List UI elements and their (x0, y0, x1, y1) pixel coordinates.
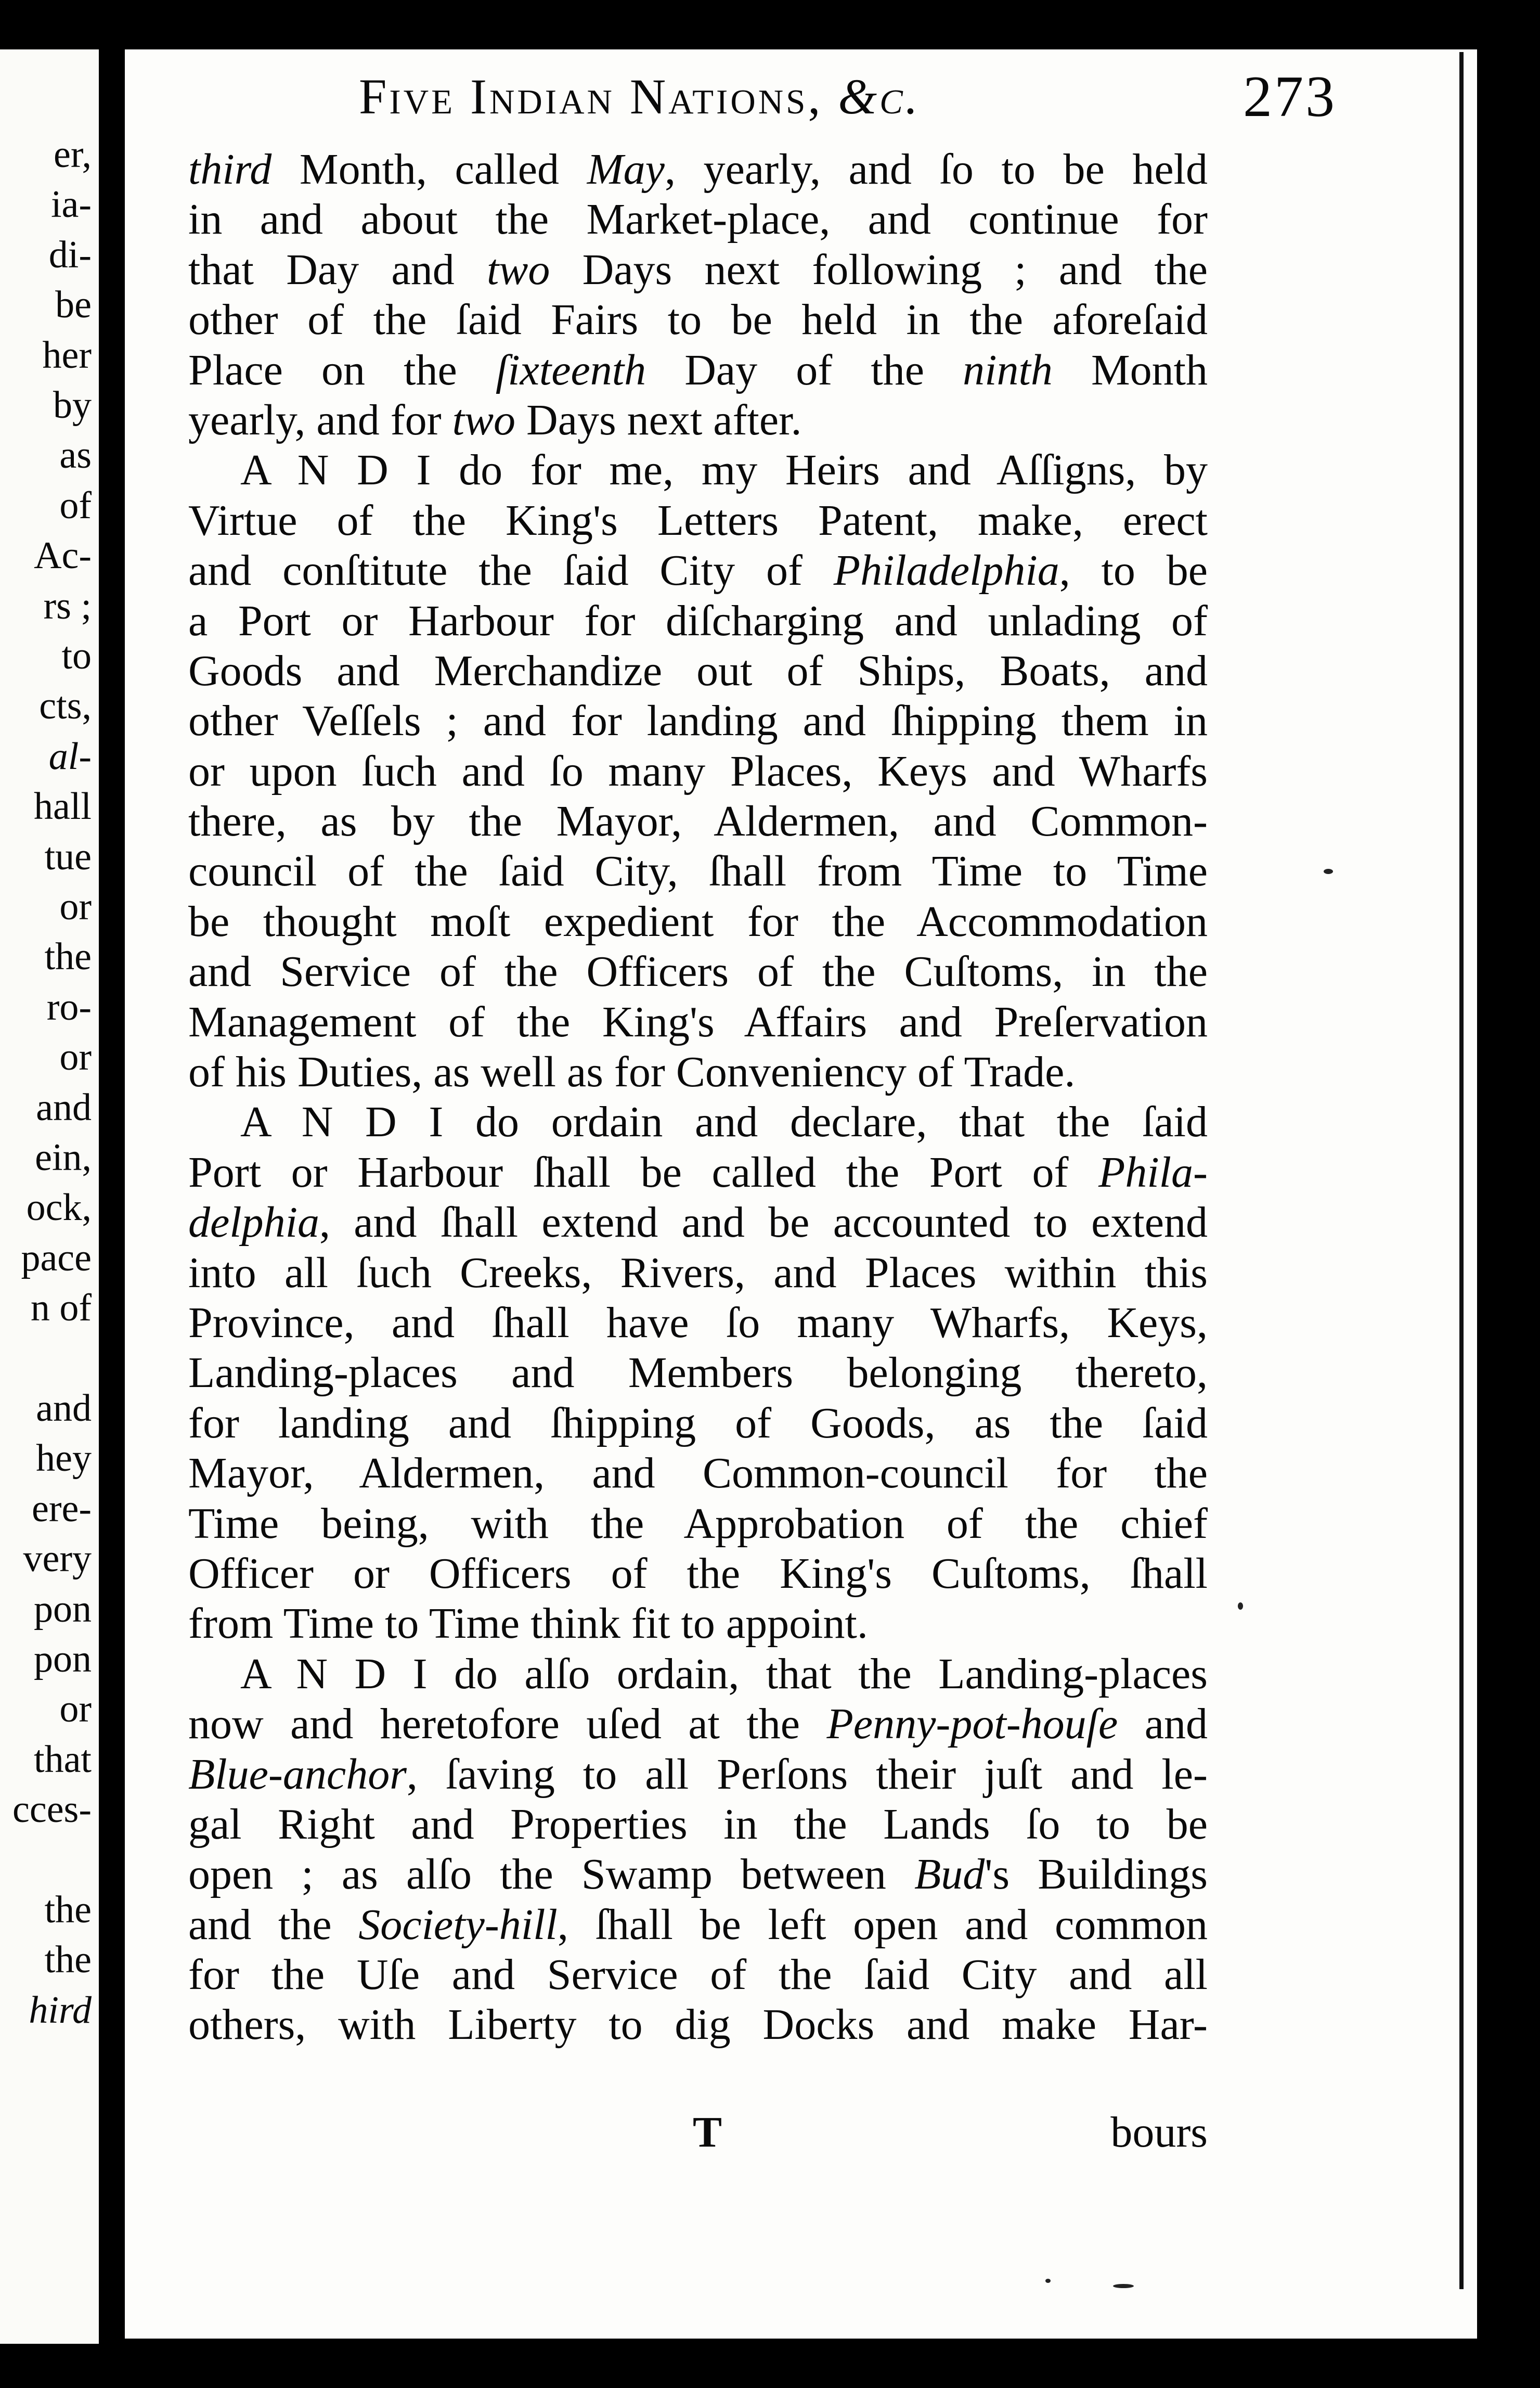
text-line (188, 1900, 1208, 1950)
scan-speck (1324, 869, 1333, 874)
facing-page-line: pon (34, 1587, 92, 1630)
text-line (188, 1649, 1208, 1699)
facing-page-line: er, (53, 133, 92, 176)
text-run: Province, and ſhall have ſo many Wharfs, Keys, (188, 1298, 1208, 1347)
text-line (188, 1599, 1208, 1649)
text-run: there, as by the Mayor, Aldermen, and Common- (188, 797, 1208, 846)
text-run: others, with Liberty to dig Docks and make Har- (188, 2000, 1208, 2049)
text-run: , to be (1059, 546, 1208, 595)
text-line (188, 1398, 1208, 1448)
facing-page-line: very (23, 1537, 92, 1581)
facing-page-line: and (36, 1387, 92, 1430)
facing-page-line: ro- (46, 985, 92, 1029)
text-line (188, 345, 1208, 395)
facing-page-line: of (59, 484, 92, 527)
text-run: for the Uſe and Service of the ſaid City and all (188, 1950, 1208, 1999)
italic-text: Blue-anchor (188, 1750, 407, 1799)
text-run: and Service of the Officers of the Cuſtoms, in the (188, 947, 1208, 996)
text-line (188, 546, 1208, 596)
text-run: and (1118, 1700, 1208, 1749)
facing-page-line: pon (34, 1638, 92, 1680)
text-line (188, 997, 1208, 1047)
text-run: Landing-places and Members belonging thereto, (188, 1349, 1208, 1397)
text-line (188, 1248, 1208, 1298)
facing-page-line: hall (34, 785, 92, 828)
scan-speck (1045, 2279, 1051, 2283)
text-run: , ſhall be left open and common (557, 1900, 1208, 1949)
running-head (359, 68, 921, 125)
text-line (188, 646, 1208, 696)
page-header (229, 65, 1337, 129)
running-head-title: Five Indian Nations, (359, 69, 823, 124)
scan-speck (1238, 1602, 1243, 1610)
text-line (188, 195, 1208, 245)
text-run: be thought moſt expedient for the Accommodation (188, 897, 1208, 946)
italic-text: third (188, 145, 272, 194)
text-line (188, 445, 1208, 495)
facing-page-line: cces- (12, 1788, 92, 1831)
text-run: Port or Harbour ſhall be called the Port of (188, 1148, 1099, 1197)
text-run: and conſtitute the ſaid City of (188, 546, 834, 595)
text-run: gal Right and Properties in the Lands ſo to be (188, 1800, 1208, 1848)
facing-page-line: di- (48, 233, 92, 276)
text-line (188, 947, 1208, 997)
text-run: Month, called (271, 145, 587, 194)
text-run: a Port or Harbour for diſcharging and unlading of (188, 596, 1208, 645)
text-run: Mayor, Aldermen, and Common-council for the (188, 1449, 1208, 1498)
text-line (188, 2000, 1208, 2050)
text-line (188, 496, 1208, 546)
text-run: into all ſuch Creeks, Rivers, and Places within this (188, 1248, 1208, 1297)
text-run: Day of the (646, 345, 963, 394)
page-number: 273 (1243, 65, 1337, 129)
text-run: Days next following ; and the (550, 245, 1208, 294)
text-run: , and ſhall extend and be accounted to extend (319, 1198, 1208, 1247)
text-line (188, 1699, 1208, 1749)
text-line (188, 897, 1208, 947)
facing-page-line: that (34, 1738, 92, 1781)
text-run: for landing and ſhipping of Goods, as the ſaid (188, 1398, 1208, 1447)
facing-page-line: ock, (26, 1186, 92, 1229)
text-line (188, 1800, 1208, 1850)
facing-page-line: tue (44, 835, 92, 878)
text-run: and the (188, 1900, 359, 1949)
text-run: Time being, with the Approbation of the chief (188, 1499, 1208, 1548)
facing-page-line: or (59, 1036, 92, 1079)
text-run: Goods and Merchandize out of Ships, Boats, and (188, 646, 1208, 695)
facing-page-line: and (36, 1086, 92, 1129)
italic-text: Society-hill (358, 1900, 558, 1949)
text-line (188, 1448, 1208, 1498)
text-line (188, 1047, 1208, 1097)
text-run: or upon ſuch and ſo many Places, Keys and Wharfs (188, 747, 1208, 795)
facing-page-line: or (59, 885, 92, 928)
italic-text: ſixteenth (495, 345, 646, 394)
page-footer (188, 2107, 1208, 2164)
text-line (188, 1549, 1208, 1599)
facing-page-line: n of (30, 1287, 92, 1330)
text-run: Month (1052, 345, 1208, 394)
facing-page-line: or (59, 1688, 92, 1731)
facing-page-line: by (53, 384, 92, 427)
italic-text: delphia (188, 1198, 319, 1247)
facing-page-line: al- (48, 735, 92, 778)
italic-text: May (587, 145, 665, 194)
text-line (188, 145, 1208, 195)
text-line (188, 1950, 1208, 2000)
facing-page-line: pace (21, 1236, 92, 1279)
facing-page-line: rs ; (43, 584, 92, 627)
text-line (188, 295, 1208, 345)
text-run: of his Duties, as well as for Conveniency of Trade. (188, 1048, 1076, 1097)
italic-text: Phila- (1098, 1148, 1208, 1197)
facing-page-line: to (61, 635, 92, 677)
text-run: other of the ſaid Fairs to be held in the aforeſaid (188, 296, 1208, 344)
text-run: 's Buildings (985, 1850, 1208, 1899)
facing-page-line: hird (29, 1988, 92, 2032)
text-run: , ſaving to all Perſons their juſt and le- (406, 1750, 1208, 1799)
text-line (188, 696, 1208, 746)
italic-text: two (486, 245, 550, 294)
text-line (188, 797, 1208, 846)
text-line (188, 1499, 1208, 1549)
facing-page-line: her (42, 333, 92, 377)
text-line (188, 245, 1208, 295)
italic-text: ninth (963, 345, 1053, 394)
text-run: that Day and (188, 245, 487, 294)
facing-page-line: the (44, 1889, 92, 1931)
text-line (188, 1750, 1208, 1800)
text-run: A N D I do alſo ordain, that the Landing-places (240, 1649, 1208, 1698)
text-line (188, 1348, 1208, 1398)
running-head-etc: &c. (838, 69, 921, 124)
scan-border (1477, 0, 1540, 2388)
text-run: Management of the King's Affairs and Preſervation (188, 997, 1208, 1046)
text-run: Days next after. (515, 395, 802, 444)
book-gutter (99, 0, 125, 2388)
text-run: Place on the (188, 345, 496, 394)
italic-text: Bud (914, 1850, 985, 1899)
text-line (188, 395, 1208, 445)
italic-text: two (452, 395, 516, 444)
text-run: , yearly, and ſo to be held (664, 145, 1208, 194)
page-edge-rule (1459, 52, 1464, 2289)
text-line (188, 1148, 1208, 1198)
text-line (188, 1198, 1208, 1248)
text-run: from Time to Time think fit to appoint. (188, 1599, 868, 1648)
text-run: Virtue of the King's Letters Patent, make, erect (188, 496, 1208, 545)
text-run: open ; as alſo the Swamp between (188, 1850, 914, 1899)
facing-page-line: be (55, 284, 92, 327)
facing-page-line: hey (36, 1437, 92, 1480)
text-line (188, 846, 1208, 896)
catchword: bours (1110, 2108, 1208, 2156)
facing-page-line: ere- (32, 1487, 92, 1530)
text-run: other Veſſels ; and for landing and ſhipping them in (188, 697, 1208, 746)
facing-page-line: as (59, 434, 92, 477)
scan-speck (1113, 2284, 1134, 2288)
text-run: in and about the Market-place, and continue for (188, 195, 1208, 244)
italic-text: Penny-pot-houſe (826, 1700, 1118, 1749)
facing-page-line: cts, (39, 685, 92, 728)
text-run: yearly, and for (188, 395, 452, 444)
facing-page-line: the (44, 1938, 92, 1982)
text-line (188, 1097, 1208, 1147)
text-line (188, 596, 1208, 646)
text-run: now and heretofore uſed at the (188, 1700, 827, 1749)
text-line (188, 1298, 1208, 1348)
facing-page-fragment (0, 49, 99, 2344)
text-run: Officer or Officers of the King's Cuſtoms, ſhall (188, 1549, 1208, 1598)
text-line (188, 747, 1208, 797)
signature-mark: T (693, 2108, 722, 2156)
text-run: A N D I do for me, my Heirs and Aſſigns, by (240, 446, 1208, 495)
text-run: council of the ſaid City, ſhall from Time to Time (188, 847, 1208, 896)
facing-page-line: ia- (50, 183, 92, 226)
text-run: A N D I do ordain and declare, that the ſaid (240, 1098, 1208, 1147)
facing-page-line: the (44, 935, 92, 979)
facing-page-line: ein, (35, 1136, 92, 1179)
italic-text: Philadelphia (833, 546, 1059, 595)
facing-page-line: Ac- (34, 534, 92, 577)
body-text (188, 145, 1208, 2050)
text-line (188, 1850, 1208, 1899)
